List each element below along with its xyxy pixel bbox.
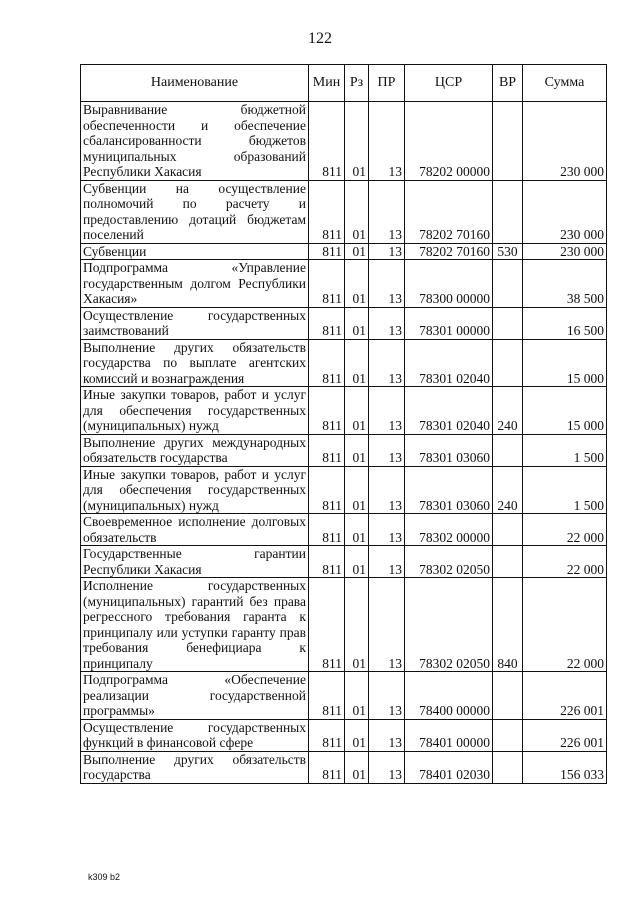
row-pr: 13 (369, 466, 405, 514)
table-row (81, 751, 607, 783)
row-sum: 156 033 (523, 751, 607, 783)
row-name: Подпрограмма «Обеспечение реализации государственной программы» (81, 672, 309, 720)
row-vr (493, 260, 523, 308)
row-csr: 78202 70160 (405, 180, 493, 243)
row-vr (493, 672, 523, 720)
row-pr: 13 (369, 387, 405, 435)
table-row (81, 578, 607, 672)
row-rz: 01 (345, 307, 369, 339)
row-rz: 01 (345, 339, 369, 387)
row-csr: 78401 00000 (405, 719, 493, 751)
row-csr: 78301 02040 (405, 387, 493, 435)
table-row (81, 307, 607, 339)
row-rz: 01 (345, 180, 369, 243)
row-csr: 78301 00000 (405, 307, 493, 339)
row-sum: 15 000 (523, 387, 607, 435)
row-min: 811 (309, 719, 345, 751)
footer-code: k309 b2 (88, 872, 121, 882)
row-csr: 78302 00000 (405, 514, 493, 546)
page-number: 122 (308, 30, 332, 47)
table-row (81, 672, 607, 720)
row-name: Иные закупки товаров, работ и услуг для обеспечения государственных (муниципальных) нужд (81, 466, 309, 514)
row-name: Выполнение других международных обязательств государства (81, 434, 309, 466)
row-name: Осуществление государственных функций в финансовой сфере (81, 719, 309, 751)
row-name: Иные закупки товаров, работ и услуг для обеспечения государственных (муниципальных) нужд (81, 387, 309, 435)
row-pr: 13 (369, 260, 405, 308)
row-name: Исполнение государственных (муниципальных) гарантий без права регрессного требования гаранта к принципалу или уступки гаранту прав требования бенефициара к принципалу (81, 578, 309, 672)
row-sum: 230 000 (523, 102, 607, 181)
row-pr: 13 (369, 514, 405, 546)
table-body (81, 102, 607, 784)
row-sum: 15 000 (523, 339, 607, 387)
table-row (81, 339, 607, 387)
header-name: Наименование (81, 65, 309, 102)
row-pr: 13 (369, 546, 405, 578)
row-vr: 840 (493, 578, 523, 672)
row-min: 811 (309, 387, 345, 435)
row-vr: 240 (493, 466, 523, 514)
table-row (81, 102, 607, 181)
row-min: 811 (309, 751, 345, 783)
row-pr: 13 (369, 578, 405, 672)
row-name: Государственные гарантии Республики Хакасия (81, 546, 309, 578)
row-pr: 13 (369, 243, 405, 260)
row-vr: 240 (493, 387, 523, 435)
table-row (81, 387, 607, 435)
row-sum: 1 500 (523, 434, 607, 466)
row-name: Своевременное исполнение долговых обязательств (81, 514, 309, 546)
row-min: 811 (309, 466, 345, 514)
row-sum: 230 000 (523, 243, 607, 260)
row-vr (493, 307, 523, 339)
row-rz: 01 (345, 578, 369, 672)
row-sum: 1 500 (523, 466, 607, 514)
row-pr: 13 (369, 719, 405, 751)
row-min: 811 (309, 514, 345, 546)
row-rz: 01 (345, 387, 369, 435)
row-name: Субвенции (81, 243, 309, 260)
row-min: 811 (309, 260, 345, 308)
header-vr: ВР (493, 65, 523, 102)
header-sum: Сумма (523, 65, 607, 102)
row-csr: 78302 02050 (405, 578, 493, 672)
row-min: 811 (309, 578, 345, 672)
row-sum: 16 500 (523, 307, 607, 339)
row-min: 811 (309, 102, 345, 181)
row-name: Субвенции на осуществление полномочий по расчету и предоставлению дотаций бюджетам поселений (81, 180, 309, 243)
header-csr: ЦСР (405, 65, 493, 102)
row-rz: 01 (345, 719, 369, 751)
table-row (81, 180, 607, 243)
table-row (81, 260, 607, 308)
row-vr (493, 514, 523, 546)
row-csr: 78202 00000 (405, 102, 493, 181)
header-rz: Рз (345, 65, 369, 102)
row-pr: 13 (369, 672, 405, 720)
row-vr (493, 546, 523, 578)
table-row (81, 243, 607, 260)
row-rz: 01 (345, 243, 369, 260)
header-min: Мин (309, 65, 345, 102)
row-sum: 226 001 (523, 672, 607, 720)
table-row (81, 719, 607, 751)
row-pr: 13 (369, 307, 405, 339)
row-vr (493, 719, 523, 751)
row-csr: 78301 02040 (405, 339, 493, 387)
row-sum: 38 500 (523, 260, 607, 308)
table-row (81, 466, 607, 514)
row-min: 811 (309, 434, 345, 466)
row-pr: 13 (369, 434, 405, 466)
row-rz: 01 (345, 102, 369, 181)
row-pr: 13 (369, 180, 405, 243)
row-sum: 22 000 (523, 546, 607, 578)
row-rz: 01 (345, 514, 369, 546)
row-min: 811 (309, 339, 345, 387)
row-csr: 78401 02030 (405, 751, 493, 783)
row-rz: 01 (345, 751, 369, 783)
row-sum: 22 000 (523, 514, 607, 546)
row-sum: 226 001 (523, 719, 607, 751)
row-vr (493, 339, 523, 387)
row-csr: 78202 70160 (405, 243, 493, 260)
row-name: Подпрограмма «Управление государственным долгом Республики Хакасия» (81, 260, 309, 308)
table-row (81, 546, 607, 578)
row-vr: 530 (493, 243, 523, 260)
row-min: 811 (309, 243, 345, 260)
row-pr: 13 (369, 751, 405, 783)
row-csr: 78301 03060 (405, 434, 493, 466)
header-pr: ПР (369, 65, 405, 102)
row-name: Выполнение других обязательств государства (81, 751, 309, 783)
row-min: 811 (309, 672, 345, 720)
row-csr: 78302 02050 (405, 546, 493, 578)
row-rz: 01 (345, 434, 369, 466)
table-row (81, 514, 607, 546)
row-sum: 22 000 (523, 578, 607, 672)
row-rz: 01 (345, 260, 369, 308)
row-name: Осуществление государственных заимствований (81, 307, 309, 339)
table-header-row (81, 65, 607, 102)
row-pr: 13 (369, 339, 405, 387)
row-min: 811 (309, 180, 345, 243)
row-rz: 01 (345, 672, 369, 720)
row-name: Выравнивание бюджетной обеспеченности и обеспечение сбалансированности бюджетов муниципальных образований Республики Хакасия (81, 102, 309, 181)
row-vr (493, 180, 523, 243)
row-name: Выполнение других обязательств государства по выплате агентских комиссий и вознаграждения (81, 339, 309, 387)
row-rz: 01 (345, 546, 369, 578)
row-pr: 13 (369, 102, 405, 181)
row-csr: 78400 00000 (405, 672, 493, 720)
row-vr (493, 751, 523, 783)
row-vr (493, 434, 523, 466)
row-csr: 78301 03060 (405, 466, 493, 514)
row-rz: 01 (345, 466, 369, 514)
row-sum: 230 000 (523, 180, 607, 243)
budget-table (80, 64, 607, 784)
table-row (81, 434, 607, 466)
row-min: 811 (309, 307, 345, 339)
row-csr: 78300 00000 (405, 260, 493, 308)
row-vr (493, 102, 523, 181)
row-min: 811 (309, 546, 345, 578)
